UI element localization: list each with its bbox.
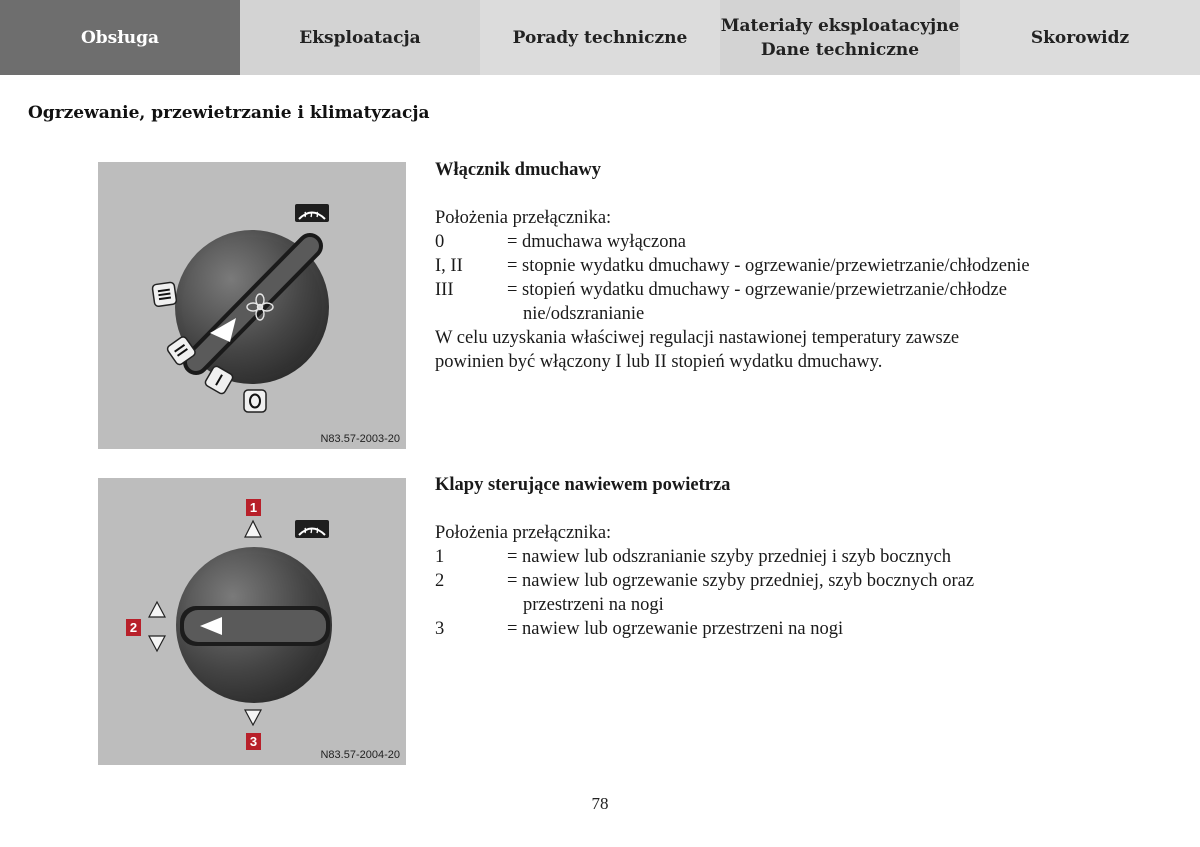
item-value: = nawiew lub ogrzewanie przestrzeni na nogi [507,619,844,639]
marker-3-label: 3 [249,734,258,749]
tab-label-line1: Materiały eksploatacyjne [720,15,960,36]
blower-note-line2: powinien być włączony I lub II stopień wydatku dmuchawy. [435,352,883,372]
item-key: I, II [435,256,463,276]
arrow-up-icon [245,521,261,537]
item-value: = nawiew lub odszranianie szyby przedniej i szyb bocznych [507,547,952,567]
list-item [435,278,1075,326]
air-flap-description [435,473,1075,641]
blower-intro: Położenia przełącznika: [435,208,612,228]
blower-switch-description [435,158,1075,374]
top-navigation [0,0,1200,75]
flaps-intro: Położenia przełącznika: [435,523,612,543]
item-value-continued: nie/odszranianie [523,304,645,324]
tab-obsluga[interactable] [0,0,240,75]
list-item [435,254,1075,278]
item-value: = stopnie wydatku dmuchawy - ogrzewanie/przewietrzanie/chłodzenie [507,256,1030,276]
tab-porady-techniczne[interactable] [480,0,720,75]
item-key: 3 [435,619,445,639]
arrow-down-icon [245,710,261,725]
item-key: 0 [435,232,445,252]
item-value-continued: przestrzeni na nogi [523,595,664,615]
air-flap-switch-figure [98,478,406,765]
item-value: = stopień wydatku dmuchawy - ogrzewanie/przewietrzanie/chłodze [507,280,1007,300]
item-value-group [507,278,1075,326]
item-key: 2 [435,571,445,591]
arrow-down-icon [149,636,165,651]
figure-code: N83.57-2004-20 [320,749,400,761]
section-title: Ogrzewanie, przewietrzanie i klimatyzacja [28,103,430,123]
figure-code: N83.57-2003-20 [320,433,400,445]
item-value: = nawiew lub ogrzewanie szyby przedniej, szyb bocznych oraz [507,571,975,591]
list-item [435,230,1075,254]
marker-2-label: 2 [129,620,138,635]
tab-label: Skorowidz [1030,27,1130,48]
tab-materialy-dane[interactable] [720,0,960,75]
blower-heading: Włącznik dmuchawy [435,160,602,180]
arrow-up-icon [149,602,165,617]
blower-switch-figure [98,162,406,449]
tab-skorowidz[interactable] [960,0,1200,75]
defrost-icon [295,204,329,222]
tab-label: Obsługa [80,27,160,48]
marker-1-label: 1 [249,500,258,515]
defrost-icon [295,520,329,538]
flap-knob-illustration [98,478,406,765]
tab-label-line2: Dane techniczne [760,39,920,60]
item-value-group [507,569,1075,617]
item-value: = dmuchawa wyłączona [507,232,686,252]
blower-knob [175,230,329,384]
item-key: III [435,280,454,300]
position-iii-marker [152,282,177,307]
tab-label-group [721,14,960,62]
flap-knob [176,547,332,703]
blower-knob-illustration [98,162,406,449]
flaps-heading: Klapy sterujące nawiewem powietrza [435,475,731,495]
list-item [435,569,1075,617]
tab-label: Eksploatacja [299,27,421,48]
page-number: 78 [591,794,609,813]
list-item [435,545,1075,569]
blower-note-line1: W celu uzyskania właściwej regulacji nastawionej temperatury zawsze [435,328,960,348]
tab-eksploatacja[interactable] [240,0,480,75]
item-key: 1 [435,547,445,567]
tab-label: Porady techniczne [512,27,688,48]
list-item [435,617,1075,641]
position-0-marker [244,390,266,412]
